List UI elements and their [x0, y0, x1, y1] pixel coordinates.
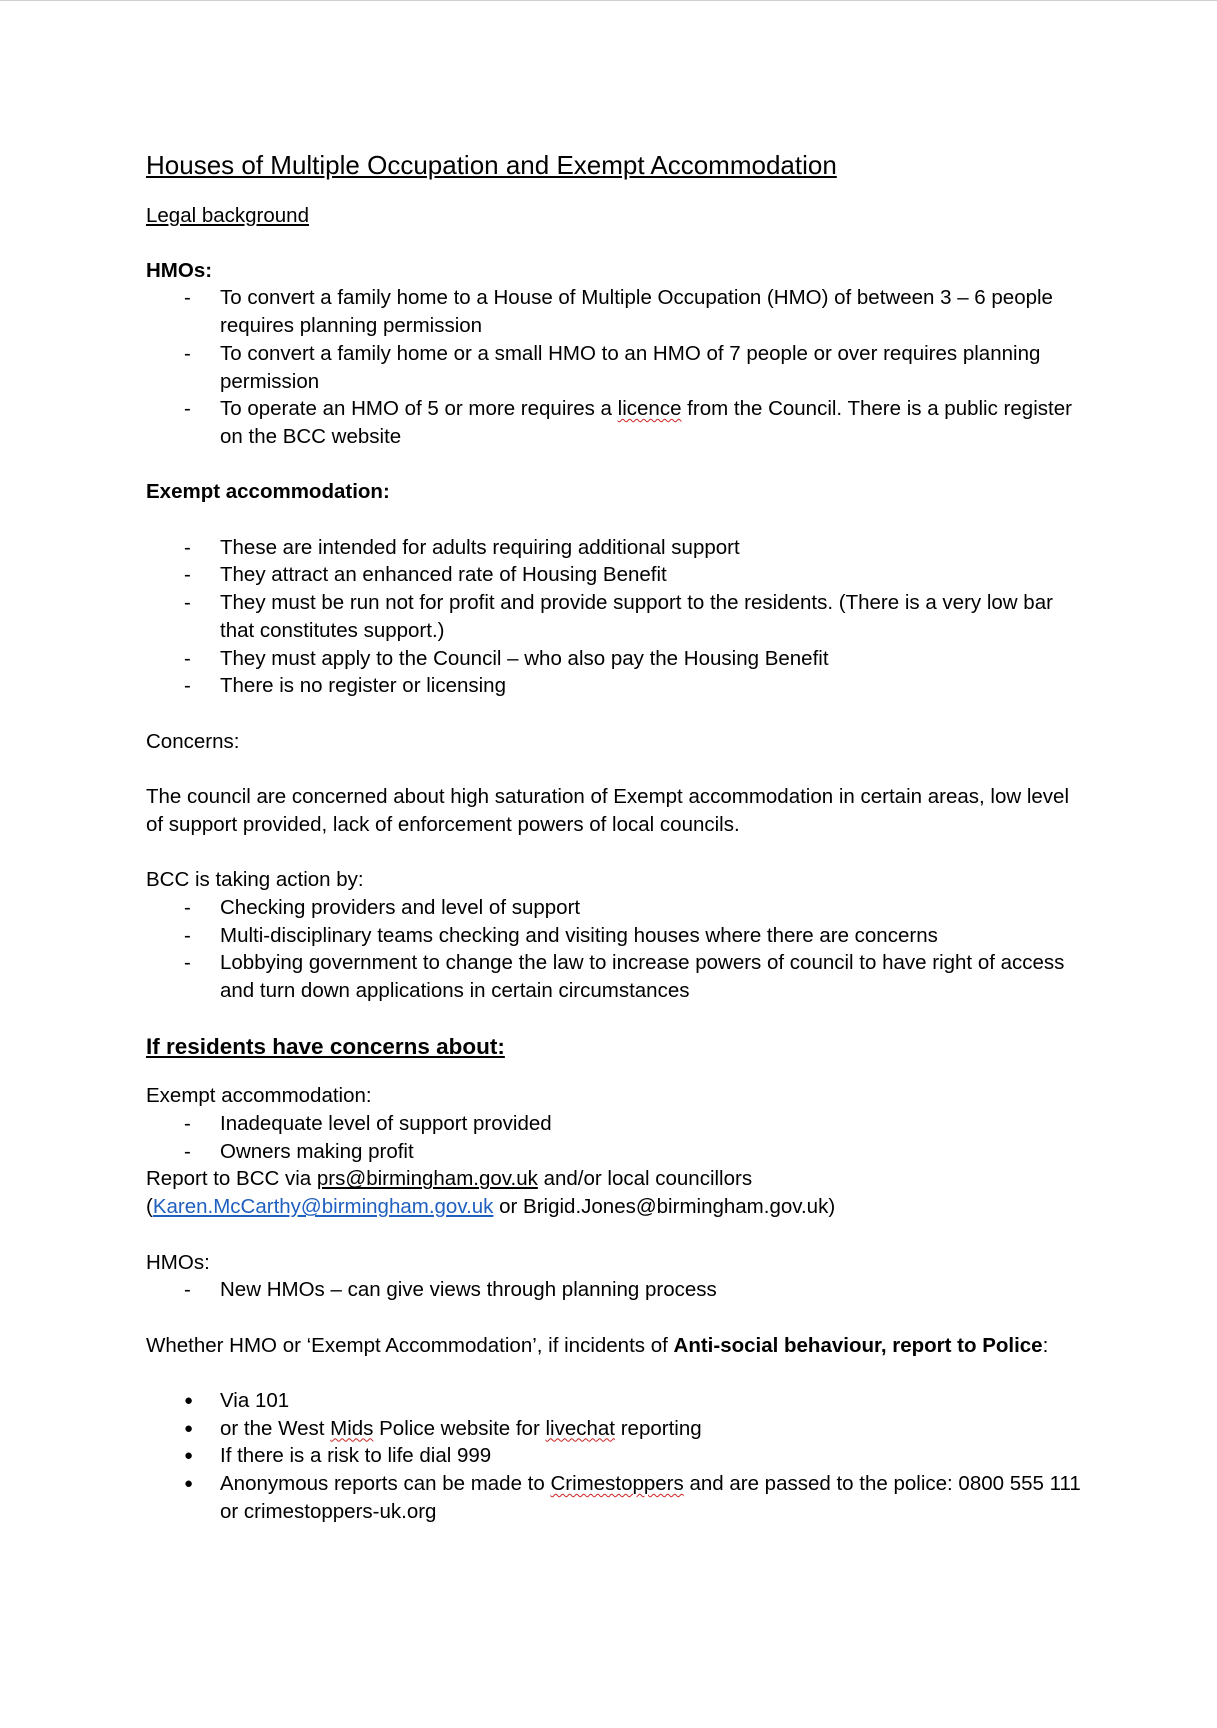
- residents-exempt-list: [146, 1110, 1086, 1165]
- text-run: from the Council. There is a public register on the BCC website: [220, 397, 1072, 448]
- list-item: - To convert a family home or a small HMO to an HMO of 7 people or over requires planning permission: [146, 340, 1086, 395]
- text-run: and are passed to the police: 0800 555 111 or crimestoppers-uk.org: [220, 1472, 1081, 1523]
- text-run: Anonymous reports can be made to: [220, 1472, 551, 1496]
- list-item: - Multi-disciplinary teams checking and visiting houses where there are concerns: [146, 922, 1086, 950]
- councillor-line: [146, 1193, 1086, 1221]
- document-title: Houses of Multiple Occupation and Exempt Accommodation: [146, 150, 837, 180]
- residents-hmos-label: HMOs:: [146, 1250, 210, 1274]
- exempt-list: [146, 534, 1086, 700]
- list-item: - They must be run not for profit and provide support to the residents. (There is a very low bar that constitutes support.): [146, 589, 1086, 644]
- list-item: - Inadequate level of support provided: [146, 1110, 1086, 1138]
- hmos-list: [146, 284, 1086, 450]
- list-item: - Lobbying government to change the law to increase powers of council to have right of access and turn down applications in certain circumstances: [146, 949, 1086, 1004]
- text-run: reporting: [615, 1416, 702, 1440]
- text-run: :: [1042, 1333, 1049, 1357]
- legal-background-heading: Legal background: [146, 204, 309, 227]
- list-item: [146, 395, 1086, 450]
- list-item: - New HMOs – can give views through planning process: [146, 1276, 1086, 1304]
- text-run: Police website for: [373, 1416, 546, 1440]
- text-run: Report to BCC via: [146, 1167, 317, 1191]
- exempt-heading: Exempt accommodation:: [146, 480, 390, 504]
- text-run: Whether HMO or ‘Exempt Accommodation’, if incidents of: [146, 1333, 674, 1357]
- concerns-heading: Concerns:: [146, 729, 240, 753]
- hmos-heading: HMOs:: [146, 258, 213, 282]
- text-run: To operate an HMO of 5 or more requires a: [220, 397, 618, 421]
- list-item: - To convert a family home to a House of Multiple Occupation (HMO) of between 3 – 6 people requires planning permission: [146, 284, 1086, 339]
- text-run: or Brigid.Jones@birmingham.gov.uk): [493, 1195, 836, 1219]
- residents-hmos-list: [146, 1276, 1086, 1304]
- spellcheck-word: Crimestoppers: [550, 1472, 684, 1496]
- list-item: - They must apply to the Council – who also pay the Housing Benefit: [146, 645, 1086, 673]
- spellcheck-word: Mids: [330, 1416, 374, 1440]
- document-page: [146, 148, 1086, 1526]
- action-list: [146, 894, 1086, 1005]
- residents-heading: If residents have concerns about:: [146, 1034, 505, 1060]
- list-item: - Checking providers and level of support: [146, 894, 1086, 922]
- concerns-text: The council are concerned about high saturation of Exempt accommodation in certain areas, low level of support provided, lack of enforcement powers of local councils.: [146, 785, 1070, 836]
- list-item: - There is no register or licensing: [146, 672, 1086, 700]
- list-item: - These are intended for adults requiring additional support: [146, 534, 1086, 562]
- spellcheck-word: livechat: [545, 1416, 616, 1440]
- text-run: (: [146, 1195, 153, 1219]
- text-run: or the West: [220, 1416, 331, 1440]
- list-item: [146, 1470, 1086, 1525]
- report-line: [146, 1165, 1086, 1193]
- text-run: and/or local councillors: [537, 1167, 753, 1191]
- action-intro: BCC is taking action by:: [146, 868, 364, 892]
- list-item: - They attract an enhanced rate of Housing Benefit: [146, 561, 1086, 589]
- list-item: ● Via 101: [146, 1387, 1086, 1415]
- residents-exempt-label: Exempt accommodation:: [146, 1084, 372, 1108]
- police-list: [146, 1387, 1086, 1526]
- asb-bold: Anti-social behaviour, report to Police: [673, 1333, 1043, 1357]
- councillor-email-link[interactable]: Karen.McCarthy@birmingham.gov.uk: [152, 1195, 494, 1219]
- asb-line: [146, 1332, 1086, 1360]
- list-item: - Owners making profit: [146, 1138, 1086, 1166]
- prs-email: prs@birmingham.gov.uk: [316, 1167, 538, 1191]
- list-item: [146, 1415, 1086, 1443]
- spellcheck-word: licence: [617, 397, 682, 421]
- list-item: ● If there is a risk to life dial 999: [146, 1442, 1086, 1470]
- page-top-border: [0, 0, 1217, 1]
